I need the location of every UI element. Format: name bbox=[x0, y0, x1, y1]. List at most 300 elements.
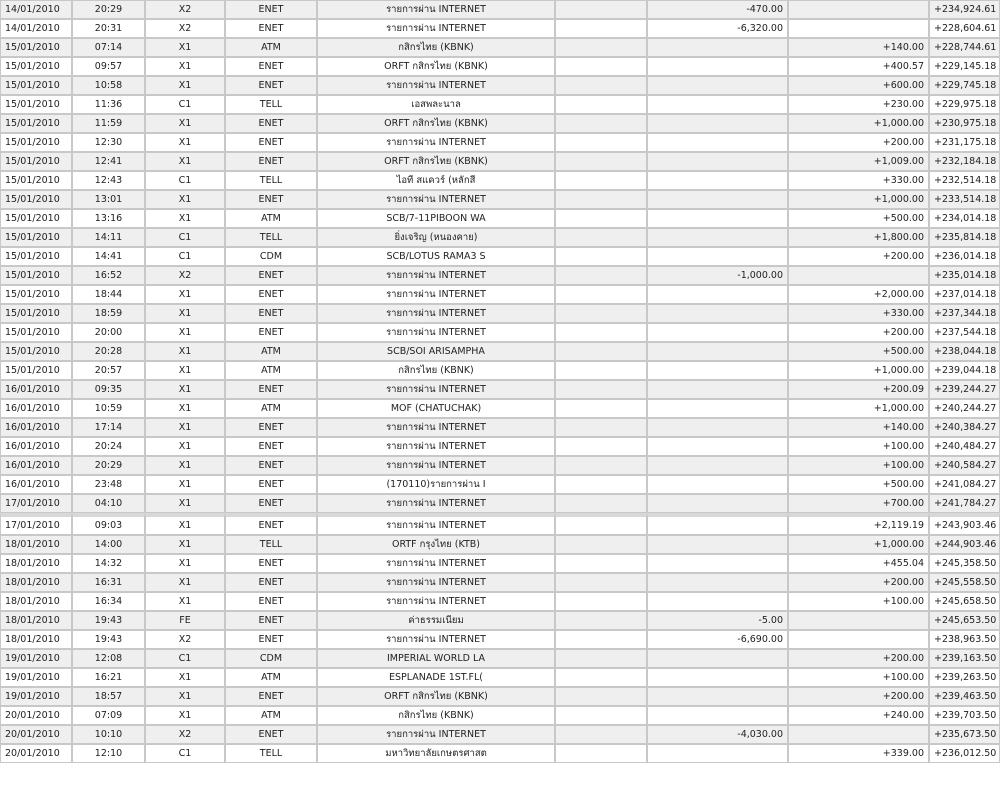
balance-cell: +229,975.18 bbox=[929, 95, 1000, 114]
withdrawal-cell: -5.00 bbox=[647, 611, 788, 630]
date-cell: 15/01/2010 bbox=[0, 304, 72, 323]
channel-cell: ENET bbox=[225, 630, 317, 649]
balance-cell: +241,784.27 bbox=[929, 494, 1000, 513]
description-cell: รายการผ่าน INTERNET bbox=[317, 418, 555, 437]
table-row bbox=[0, 630, 1000, 649]
table-row bbox=[0, 361, 1000, 380]
balance-cell: +240,384.27 bbox=[929, 418, 1000, 437]
table-row bbox=[0, 380, 1000, 399]
empty-cell bbox=[555, 649, 647, 668]
table-row bbox=[0, 323, 1000, 342]
balance-cell: +239,263.50 bbox=[929, 668, 1000, 687]
code-cell: X1 bbox=[145, 304, 225, 323]
balance-cell: +230,975.18 bbox=[929, 114, 1000, 133]
deposit-cell bbox=[788, 266, 929, 285]
time-cell: 12:43 bbox=[72, 171, 145, 190]
code-cell: C1 bbox=[145, 171, 225, 190]
empty-cell bbox=[555, 95, 647, 114]
channel-cell: TELL bbox=[225, 228, 317, 247]
table-row bbox=[0, 228, 1000, 247]
date-cell: 15/01/2010 bbox=[0, 285, 72, 304]
table-row bbox=[0, 554, 1000, 573]
deposit-cell bbox=[788, 630, 929, 649]
table-row bbox=[0, 95, 1000, 114]
time-cell: 13:16 bbox=[72, 209, 145, 228]
time-cell: 20:31 bbox=[72, 19, 145, 38]
date-cell: 16/01/2010 bbox=[0, 437, 72, 456]
time-cell: 10:10 bbox=[72, 725, 145, 744]
table-row bbox=[0, 573, 1000, 592]
deposit-cell: +1,000.00 bbox=[788, 190, 929, 209]
channel-cell: ENET bbox=[225, 57, 317, 76]
balance-cell: +237,014.18 bbox=[929, 285, 1000, 304]
channel-cell: ENET bbox=[225, 152, 317, 171]
code-cell: X1 bbox=[145, 209, 225, 228]
withdrawal-cell bbox=[647, 342, 788, 361]
time-cell: 14:41 bbox=[72, 247, 145, 266]
withdrawal-cell: -6,320.00 bbox=[647, 19, 788, 38]
balance-cell: +245,653.50 bbox=[929, 611, 1000, 630]
description-cell: ค่าธรรมเนียม bbox=[317, 611, 555, 630]
empty-cell bbox=[555, 668, 647, 687]
table-row bbox=[0, 209, 1000, 228]
time-cell: 16:34 bbox=[72, 592, 145, 611]
channel-cell: ENET bbox=[225, 418, 317, 437]
table-row bbox=[0, 494, 1000, 513]
balance-cell: +240,484.27 bbox=[929, 437, 1000, 456]
withdrawal-cell bbox=[647, 706, 788, 725]
withdrawal-cell bbox=[647, 247, 788, 266]
table-row bbox=[0, 304, 1000, 323]
balance-cell: +228,744.61 bbox=[929, 38, 1000, 57]
empty-cell bbox=[555, 380, 647, 399]
balance-cell: +243,903.46 bbox=[929, 513, 1000, 535]
balance-cell: +245,658.50 bbox=[929, 592, 1000, 611]
date-cell: 18/01/2010 bbox=[0, 554, 72, 573]
withdrawal-cell bbox=[647, 38, 788, 57]
table-row bbox=[0, 399, 1000, 418]
code-cell: X1 bbox=[145, 535, 225, 554]
deposit-cell: +200.00 bbox=[788, 649, 929, 668]
description-cell: รายการผ่าน INTERNET bbox=[317, 323, 555, 342]
time-cell: 17:14 bbox=[72, 418, 145, 437]
balance-cell: +238,044.18 bbox=[929, 342, 1000, 361]
balance-cell: +235,014.18 bbox=[929, 266, 1000, 285]
deposit-cell: +1,000.00 bbox=[788, 361, 929, 380]
empty-cell bbox=[555, 0, 647, 19]
withdrawal-cell bbox=[647, 437, 788, 456]
withdrawal-cell bbox=[647, 418, 788, 437]
channel-cell: TELL bbox=[225, 535, 317, 554]
channel-cell: ENET bbox=[225, 554, 317, 573]
deposit-cell: +500.00 bbox=[788, 209, 929, 228]
withdrawal-cell bbox=[647, 649, 788, 668]
date-cell: 15/01/2010 bbox=[0, 209, 72, 228]
deposit-cell: +2,119.19 bbox=[788, 513, 929, 535]
description-cell: ORFT กสิกรไทย (KBNK) bbox=[317, 152, 555, 171]
deposit-cell: +100.00 bbox=[788, 668, 929, 687]
empty-cell bbox=[555, 114, 647, 133]
description-cell: กสิกรไทย (KBNK) bbox=[317, 361, 555, 380]
code-cell: C1 bbox=[145, 649, 225, 668]
description-cell: SCB/SOI ARISAMPHA bbox=[317, 342, 555, 361]
date-cell: 18/01/2010 bbox=[0, 630, 72, 649]
empty-cell bbox=[555, 399, 647, 418]
empty-cell bbox=[555, 19, 647, 38]
deposit-cell: +240.00 bbox=[788, 706, 929, 725]
channel-cell: ATM bbox=[225, 342, 317, 361]
table-row bbox=[0, 668, 1000, 687]
channel-cell: ATM bbox=[225, 668, 317, 687]
code-cell: X1 bbox=[145, 456, 225, 475]
channel-cell: ENET bbox=[225, 456, 317, 475]
description-cell: รายการผ่าน INTERNET bbox=[317, 456, 555, 475]
time-cell: 12:08 bbox=[72, 649, 145, 668]
code-cell: X1 bbox=[145, 361, 225, 380]
balance-cell: +235,673.50 bbox=[929, 725, 1000, 744]
balance-cell: +237,344.18 bbox=[929, 304, 1000, 323]
table-row bbox=[0, 76, 1000, 95]
table-row bbox=[0, 437, 1000, 456]
withdrawal-cell bbox=[647, 323, 788, 342]
channel-cell: ATM bbox=[225, 361, 317, 380]
channel-cell: ATM bbox=[225, 399, 317, 418]
deposit-cell: +330.00 bbox=[788, 171, 929, 190]
time-cell: 14:00 bbox=[72, 535, 145, 554]
date-cell: 15/01/2010 bbox=[0, 342, 72, 361]
date-cell: 18/01/2010 bbox=[0, 592, 72, 611]
table-row bbox=[0, 285, 1000, 304]
empty-cell bbox=[555, 706, 647, 725]
balance-cell: +239,463.50 bbox=[929, 687, 1000, 706]
description-cell: SCB/7-11PIBOON WA bbox=[317, 209, 555, 228]
withdrawal-cell bbox=[647, 494, 788, 513]
code-cell: X1 bbox=[145, 668, 225, 687]
withdrawal-cell bbox=[647, 114, 788, 133]
description-cell: IMPERIAL WORLD LA bbox=[317, 649, 555, 668]
code-cell: X2 bbox=[145, 19, 225, 38]
time-cell: 09:35 bbox=[72, 380, 145, 399]
withdrawal-cell: -4,030.00 bbox=[647, 725, 788, 744]
withdrawal-cell bbox=[647, 513, 788, 535]
balance-cell: +240,244.27 bbox=[929, 399, 1000, 418]
balance-cell: +239,044.18 bbox=[929, 361, 1000, 380]
deposit-cell: +500.00 bbox=[788, 475, 929, 494]
date-cell: 16/01/2010 bbox=[0, 418, 72, 437]
channel-cell: ENET bbox=[225, 687, 317, 706]
time-cell: 09:57 bbox=[72, 57, 145, 76]
deposit-cell: +230.00 bbox=[788, 95, 929, 114]
date-cell: 18/01/2010 bbox=[0, 535, 72, 554]
code-cell: X1 bbox=[145, 190, 225, 209]
channel-cell: ENET bbox=[225, 266, 317, 285]
channel-cell: ENET bbox=[225, 133, 317, 152]
date-cell: 15/01/2010 bbox=[0, 114, 72, 133]
balance-cell: +237,544.18 bbox=[929, 323, 1000, 342]
withdrawal-cell: -1,000.00 bbox=[647, 266, 788, 285]
channel-cell: ENET bbox=[225, 114, 317, 133]
code-cell: X1 bbox=[145, 475, 225, 494]
description-cell: รายการผ่าน INTERNET bbox=[317, 0, 555, 19]
description-cell: รายการผ่าน INTERNET bbox=[317, 437, 555, 456]
channel-cell: ENET bbox=[225, 304, 317, 323]
time-cell: 18:44 bbox=[72, 285, 145, 304]
description-cell: รายการผ่าน INTERNET bbox=[317, 494, 555, 513]
table-row bbox=[0, 247, 1000, 266]
balance-cell: +245,358.50 bbox=[929, 554, 1000, 573]
code-cell: X1 bbox=[145, 114, 225, 133]
empty-cell bbox=[555, 437, 647, 456]
description-cell: ESPLANADE 1ST.FL( bbox=[317, 668, 555, 687]
channel-cell: CDM bbox=[225, 247, 317, 266]
empty-cell bbox=[555, 190, 647, 209]
channel-cell: ATM bbox=[225, 38, 317, 57]
withdrawal-cell bbox=[647, 573, 788, 592]
empty-cell bbox=[555, 744, 647, 763]
channel-cell: TELL bbox=[225, 171, 317, 190]
withdrawal-cell bbox=[647, 133, 788, 152]
empty-cell bbox=[555, 285, 647, 304]
description-cell: รายการผ่าน INTERNET bbox=[317, 19, 555, 38]
table-row bbox=[0, 171, 1000, 190]
description-cell: รายการผ่าน INTERNET bbox=[317, 573, 555, 592]
time-cell: 20:00 bbox=[72, 323, 145, 342]
empty-cell bbox=[555, 133, 647, 152]
date-cell: 15/01/2010 bbox=[0, 228, 72, 247]
time-cell: 23:48 bbox=[72, 475, 145, 494]
date-cell: 16/01/2010 bbox=[0, 380, 72, 399]
empty-cell bbox=[555, 171, 647, 190]
channel-cell: ENET bbox=[225, 285, 317, 304]
empty-cell bbox=[555, 228, 647, 247]
deposit-cell: +2,000.00 bbox=[788, 285, 929, 304]
empty-cell bbox=[555, 513, 647, 535]
deposit-cell: +140.00 bbox=[788, 38, 929, 57]
empty-cell bbox=[555, 475, 647, 494]
date-cell: 18/01/2010 bbox=[0, 611, 72, 630]
balance-cell: +234,924.61 bbox=[929, 0, 1000, 19]
description-cell: รายการผ่าน INTERNET bbox=[317, 513, 555, 535]
description-cell: กสิกรไทย (KBNK) bbox=[317, 706, 555, 725]
table-row bbox=[0, 152, 1000, 171]
code-cell: X2 bbox=[145, 266, 225, 285]
withdrawal-cell bbox=[647, 95, 788, 114]
time-cell: 18:59 bbox=[72, 304, 145, 323]
time-cell: 10:59 bbox=[72, 399, 145, 418]
empty-cell bbox=[555, 76, 647, 95]
time-cell: 16:52 bbox=[72, 266, 145, 285]
date-cell: 15/01/2010 bbox=[0, 57, 72, 76]
deposit-cell: +100.00 bbox=[788, 592, 929, 611]
balance-cell: +236,014.18 bbox=[929, 247, 1000, 266]
empty-cell bbox=[555, 592, 647, 611]
deposit-cell bbox=[788, 611, 929, 630]
date-cell: 17/01/2010 bbox=[0, 513, 72, 535]
deposit-cell: +200.09 bbox=[788, 380, 929, 399]
deposit-cell: +1,000.00 bbox=[788, 399, 929, 418]
date-cell: 14/01/2010 bbox=[0, 19, 72, 38]
table-row bbox=[0, 190, 1000, 209]
date-cell: 19/01/2010 bbox=[0, 687, 72, 706]
balance-cell: +241,084.27 bbox=[929, 475, 1000, 494]
balance-cell: +234,014.18 bbox=[929, 209, 1000, 228]
date-cell: 14/01/2010 bbox=[0, 0, 72, 19]
deposit-cell: +1,000.00 bbox=[788, 535, 929, 554]
deposit-cell: +700.00 bbox=[788, 494, 929, 513]
description-cell: ไอที สแควร์ (หลักสี bbox=[317, 171, 555, 190]
table-row bbox=[0, 535, 1000, 554]
code-cell: C1 bbox=[145, 228, 225, 247]
time-cell: 20:29 bbox=[72, 456, 145, 475]
channel-cell: ENET bbox=[225, 19, 317, 38]
withdrawal-cell bbox=[647, 361, 788, 380]
withdrawal-cell bbox=[647, 399, 788, 418]
channel-cell: ENET bbox=[225, 513, 317, 535]
balance-cell: +233,514.18 bbox=[929, 190, 1000, 209]
withdrawal-cell bbox=[647, 285, 788, 304]
deposit-cell: +1,000.00 bbox=[788, 114, 929, 133]
deposit-cell: +200.00 bbox=[788, 323, 929, 342]
code-cell: X1 bbox=[145, 418, 225, 437]
channel-cell: ENET bbox=[225, 611, 317, 630]
description-cell: รายการผ่าน INTERNET bbox=[317, 554, 555, 573]
description-cell: MOF (CHATUCHAK) bbox=[317, 399, 555, 418]
deposit-cell bbox=[788, 0, 929, 19]
description-cell: รายการผ่าน INTERNET bbox=[317, 725, 555, 744]
code-cell: X2 bbox=[145, 725, 225, 744]
withdrawal-cell bbox=[647, 304, 788, 323]
deposit-cell: +455.04 bbox=[788, 554, 929, 573]
time-cell: 14:32 bbox=[72, 554, 145, 573]
description-cell: รายการผ่าน INTERNET bbox=[317, 266, 555, 285]
balance-cell: +232,514.18 bbox=[929, 171, 1000, 190]
withdrawal-cell bbox=[647, 190, 788, 209]
table-row bbox=[0, 513, 1000, 535]
empty-cell bbox=[555, 611, 647, 630]
description-cell: รายการผ่าน INTERNET bbox=[317, 380, 555, 399]
channel-cell: ENET bbox=[225, 592, 317, 611]
deposit-cell: +1,009.00 bbox=[788, 152, 929, 171]
description-cell: รายการผ่าน INTERNET bbox=[317, 190, 555, 209]
balance-cell: +236,012.50 bbox=[929, 744, 1000, 763]
channel-cell: TELL bbox=[225, 744, 317, 763]
balance-cell: +229,745.18 bbox=[929, 76, 1000, 95]
description-cell: รายการผ่าน INTERNET bbox=[317, 285, 555, 304]
time-cell: 16:31 bbox=[72, 573, 145, 592]
balance-cell: +235,814.18 bbox=[929, 228, 1000, 247]
description-cell: รายการผ่าน INTERNET bbox=[317, 630, 555, 649]
table-row bbox=[0, 0, 1000, 19]
date-cell: 16/01/2010 bbox=[0, 399, 72, 418]
date-cell: 15/01/2010 bbox=[0, 95, 72, 114]
time-cell: 20:57 bbox=[72, 361, 145, 380]
deposit-cell: +339.00 bbox=[788, 744, 929, 763]
deposit-cell: +600.00 bbox=[788, 76, 929, 95]
date-cell: 16/01/2010 bbox=[0, 475, 72, 494]
balance-cell: +239,163.50 bbox=[929, 649, 1000, 668]
code-cell: X1 bbox=[145, 592, 225, 611]
date-cell: 19/01/2010 bbox=[0, 668, 72, 687]
description-cell: มหาวิทยาลัยเกษตรศาสต bbox=[317, 744, 555, 763]
deposit-cell: +200.00 bbox=[788, 573, 929, 592]
withdrawal-cell bbox=[647, 554, 788, 573]
description-cell: (170110)รายการผ่าน I bbox=[317, 475, 555, 494]
table-row bbox=[0, 706, 1000, 725]
balance-cell: +239,703.50 bbox=[929, 706, 1000, 725]
empty-cell bbox=[555, 361, 647, 380]
code-cell: X1 bbox=[145, 554, 225, 573]
empty-cell bbox=[555, 266, 647, 285]
date-cell: 16/01/2010 bbox=[0, 456, 72, 475]
date-cell: 15/01/2010 bbox=[0, 133, 72, 152]
table-row bbox=[0, 266, 1000, 285]
table-row bbox=[0, 418, 1000, 437]
table-row bbox=[0, 57, 1000, 76]
balance-cell: +240,584.27 bbox=[929, 456, 1000, 475]
description-cell: เอสพละนาล bbox=[317, 95, 555, 114]
code-cell: X1 bbox=[145, 687, 225, 706]
description-cell: ORTF กรุงไทย (KTB) bbox=[317, 535, 555, 554]
deposit-cell bbox=[788, 19, 929, 38]
withdrawal-cell bbox=[647, 57, 788, 76]
withdrawal-cell bbox=[647, 475, 788, 494]
date-cell: 15/01/2010 bbox=[0, 323, 72, 342]
table-row bbox=[0, 133, 1000, 152]
date-cell: 15/01/2010 bbox=[0, 190, 72, 209]
code-cell: C1 bbox=[145, 95, 225, 114]
code-cell: C1 bbox=[145, 247, 225, 266]
empty-cell bbox=[555, 418, 647, 437]
channel-cell: ENET bbox=[225, 494, 317, 513]
code-cell: X1 bbox=[145, 323, 225, 342]
withdrawal-cell bbox=[647, 535, 788, 554]
description-cell: รายการผ่าน INTERNET bbox=[317, 76, 555, 95]
balance-cell: +231,175.18 bbox=[929, 133, 1000, 152]
date-cell: 20/01/2010 bbox=[0, 744, 72, 763]
code-cell: X1 bbox=[145, 573, 225, 592]
table-row bbox=[0, 456, 1000, 475]
time-cell: 04:10 bbox=[72, 494, 145, 513]
date-cell: 15/01/2010 bbox=[0, 76, 72, 95]
empty-cell bbox=[555, 38, 647, 57]
channel-cell: ENET bbox=[225, 725, 317, 744]
date-cell: 20/01/2010 bbox=[0, 706, 72, 725]
date-cell: 15/01/2010 bbox=[0, 247, 72, 266]
deposit-cell: +330.00 bbox=[788, 304, 929, 323]
code-cell: X1 bbox=[145, 494, 225, 513]
date-cell: 15/01/2010 bbox=[0, 361, 72, 380]
table-row bbox=[0, 342, 1000, 361]
table-row bbox=[0, 19, 1000, 38]
deposit-cell: +500.00 bbox=[788, 342, 929, 361]
table-row bbox=[0, 38, 1000, 57]
time-cell: 10:58 bbox=[72, 76, 145, 95]
time-cell: 19:43 bbox=[72, 630, 145, 649]
empty-cell bbox=[555, 304, 647, 323]
date-cell: 17/01/2010 bbox=[0, 494, 72, 513]
time-cell: 20:24 bbox=[72, 437, 145, 456]
channel-cell: ENET bbox=[225, 437, 317, 456]
date-cell: 19/01/2010 bbox=[0, 649, 72, 668]
date-cell: 15/01/2010 bbox=[0, 171, 72, 190]
time-cell: 09:03 bbox=[72, 513, 145, 535]
channel-cell: CDM bbox=[225, 649, 317, 668]
code-cell: X1 bbox=[145, 437, 225, 456]
description-cell: ยิ่งเจริญ (หนองคาย) bbox=[317, 228, 555, 247]
code-cell: X1 bbox=[145, 133, 225, 152]
code-cell: X1 bbox=[145, 380, 225, 399]
empty-cell bbox=[555, 494, 647, 513]
